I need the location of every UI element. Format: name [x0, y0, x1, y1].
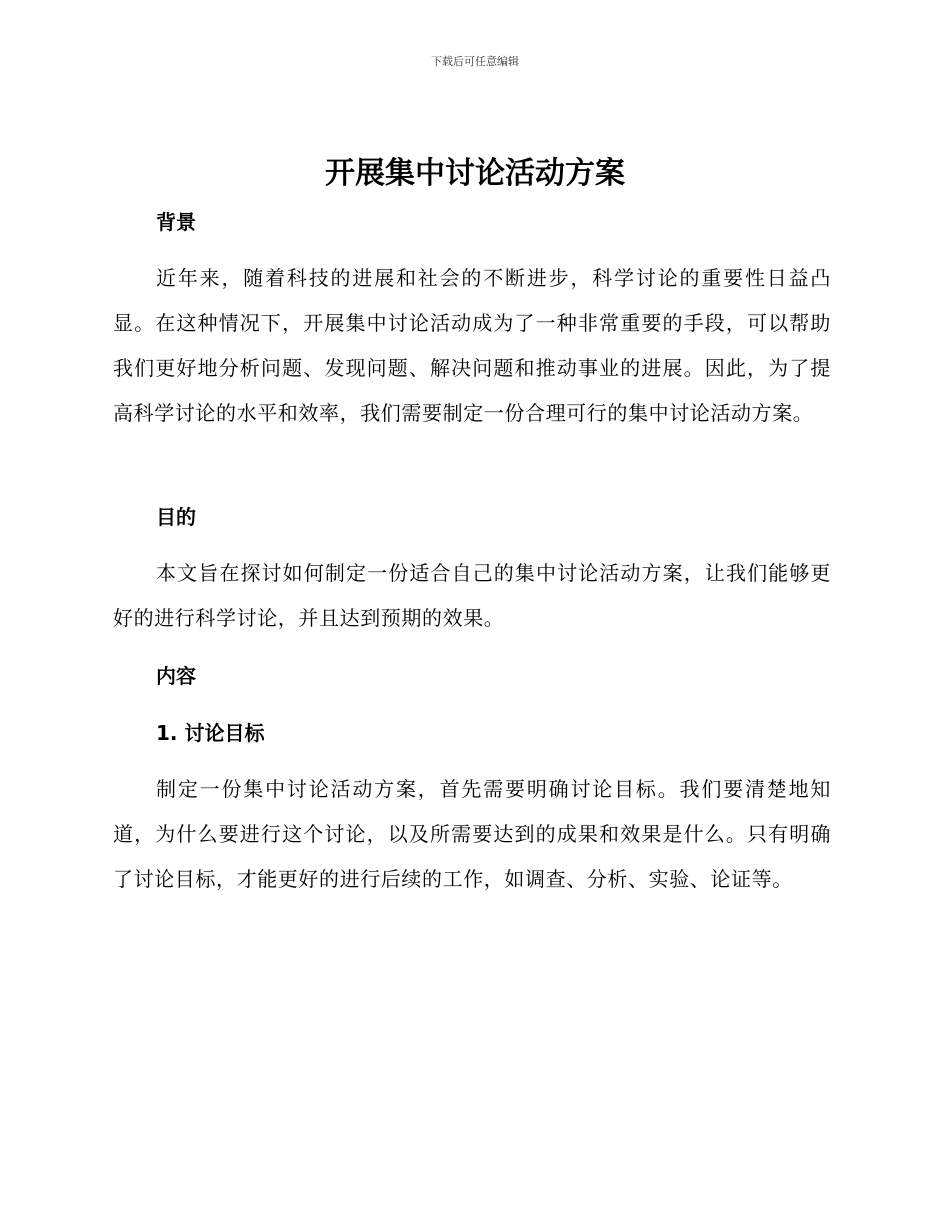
section-purpose — [113, 502, 831, 532]
header-note: 下载后可任意编辑 — [431, 55, 519, 68]
paragraph-background: 近年来，随着科技的进展和社会的不断进步，科学讨论的重要性日益凸显。在这种情况下，开展集中讨论活动成为了一种非常重要的手段，可以帮助我们更好地分析问题、发现问题、解决问题和推动事业的进展。因此，为了提高科学讨论的水平和效率，我们需要制定一份合理可行的集中讨论活动方案。 — [113, 266, 831, 425]
paragraph-purpose: 本文旨在探讨如何制定一份适合自己的集中讨论活动方案，让我们能够更好的进行科学讨论，并且达到预期的效果。 — [113, 561, 831, 630]
paragraph-goal: 制定一份集中讨论活动方案，首先需要明确讨论目标。我们要清楚地知道，为什么要进行这个讨论，以及所需要达到的成果和效果是什么。只有明确了讨论目标，才能更好的进行后续的工作，如调查、分析、实验、论证等。 — [113, 777, 831, 891]
section-heading-background: 背景 — [156, 210, 196, 234]
section-background-body — [113, 256, 831, 436]
section-heading-content: 内容 — [156, 664, 196, 688]
section-background — [113, 207, 831, 237]
section-purpose-body — [113, 551, 831, 641]
section-content — [113, 661, 831, 691]
section-heading-goal: 1. 讨论目标 — [156, 721, 265, 745]
section-goal — [113, 718, 831, 748]
section-goal-body — [113, 767, 831, 902]
section-heading-purpose: 目的 — [156, 505, 196, 529]
document-title: 开展集中讨论活动方案 — [325, 156, 625, 191]
